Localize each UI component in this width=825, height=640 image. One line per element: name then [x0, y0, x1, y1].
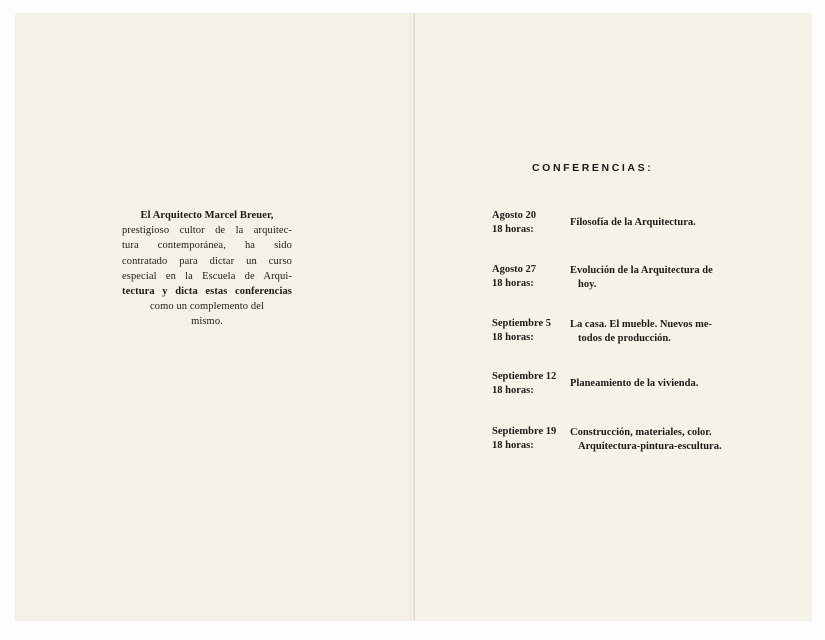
right-panel: [414, 14, 812, 620]
conference-time: 18 horas:: [492, 277, 534, 289]
conference-topic: [570, 318, 730, 345]
conference-when: [492, 425, 572, 452]
conference-when: [492, 209, 572, 236]
intro-line: contratado para dictar un curso: [122, 255, 292, 267]
conference-when: [492, 263, 572, 290]
conference-date: Agosto 27: [492, 264, 537, 275]
conference-when: [492, 317, 572, 344]
conferences-title: CONFERENCIAS:: [532, 162, 654, 174]
conference-time: 18 horas:: [492, 439, 534, 451]
conference-topic: [570, 264, 730, 291]
intro-line: El Arquitecto Marcel Breuer,: [140, 210, 274, 221]
conference-topic: [570, 426, 730, 453]
conference-time: 18 horas:: [492, 223, 534, 235]
conference-date: Septiembre 12: [492, 371, 557, 382]
topic-line: Evolución de la Arquitectura de: [570, 265, 713, 276]
topic-line: hoy.: [578, 278, 597, 290]
topic-line: todos de producción.: [578, 332, 671, 344]
intro-line: prestigioso cultor de la arquitec-: [122, 225, 292, 237]
intro-line: tura contemporánea, ha sido: [122, 240, 292, 252]
topic-line: La casa. El mueble. Nuevos me-: [570, 319, 713, 330]
conference-date: Septiembre 19: [492, 426, 557, 437]
topic-line: Filosofía de la Arquitectura.: [570, 217, 696, 228]
conference-date: Septiembre 5: [492, 318, 552, 329]
intro-line: especial en la Escuela de Arqui-: [122, 270, 292, 282]
conference-when: [492, 370, 572, 397]
intro-line: tectura y dicta estas conferencias: [122, 286, 292, 298]
topic-line: Construcción, materiales, color.: [570, 427, 712, 438]
conference-time: 18 horas:: [492, 384, 534, 396]
conference-topic: [570, 377, 730, 391]
intro-paragraph: [122, 208, 292, 330]
topic-line: Planeamiento de la vivienda.: [570, 378, 699, 389]
conference-topic: [570, 216, 730, 230]
intro-line: mismo.: [191, 316, 223, 328]
topic-line: Arquitectura-pintura-escultura.: [578, 440, 722, 452]
conference-date: Agosto 20: [492, 210, 537, 221]
conference-time: 18 horas:: [492, 331, 534, 343]
intro-line: como un complemento del: [150, 301, 264, 313]
